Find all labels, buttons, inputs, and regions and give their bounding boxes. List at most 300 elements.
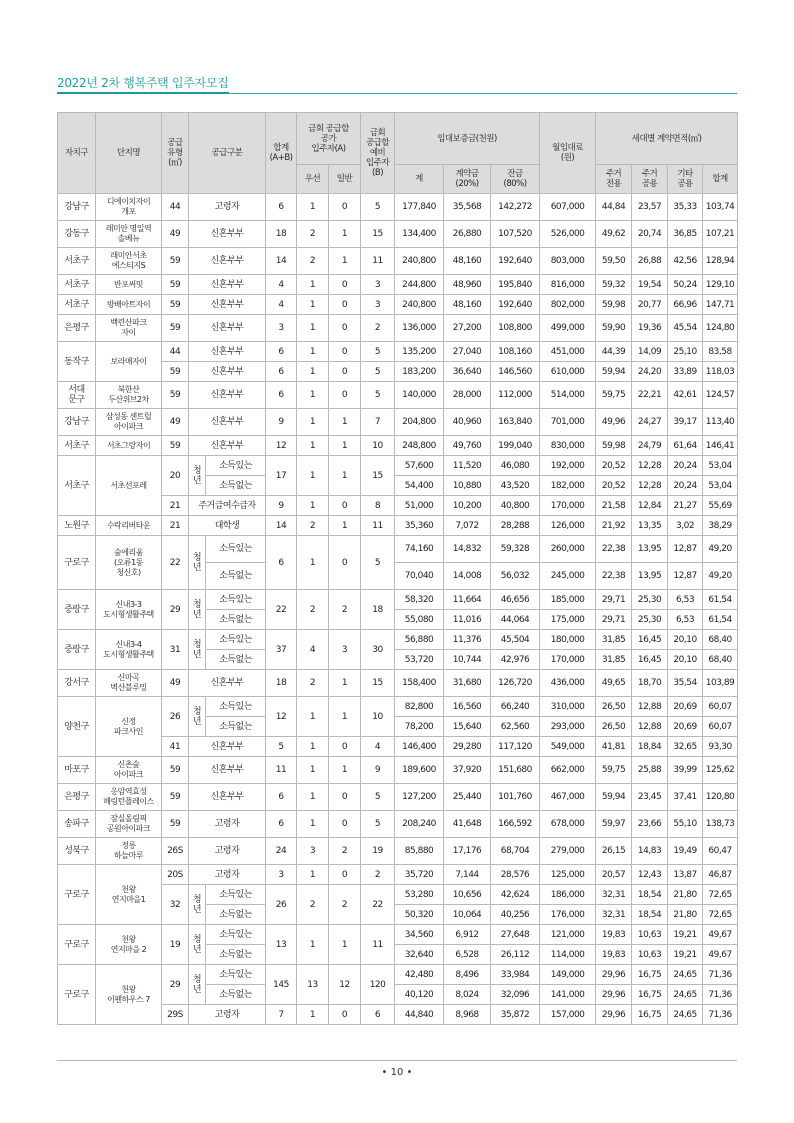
rent-cell: 610,000 bbox=[540, 362, 596, 382]
category-cell: 주거급여수급자 bbox=[189, 496, 266, 516]
deposit-cell: 29,280 bbox=[444, 737, 491, 757]
area-cell: 59,94 bbox=[596, 362, 632, 382]
area-cell: 20,69 bbox=[668, 697, 703, 717]
deposit-cell: 33,984 bbox=[491, 965, 540, 985]
deposit-cell: 192,640 bbox=[491, 248, 540, 275]
supply-type-cell: 32 bbox=[162, 885, 189, 925]
area-cell: 10,63 bbox=[632, 925, 668, 945]
count-cell: 12 bbox=[329, 965, 361, 1005]
area-cell: 66,96 bbox=[668, 295, 703, 315]
area-cell: 16,75 bbox=[632, 965, 668, 985]
rent-cell: 310,000 bbox=[540, 697, 596, 717]
count-cell: 18 bbox=[266, 670, 297, 697]
area-cell: 16,45 bbox=[632, 650, 668, 670]
area-cell: 29,96 bbox=[596, 985, 632, 1005]
area-cell: 59,94 bbox=[596, 784, 632, 811]
deposit-cell: 127,200 bbox=[395, 784, 444, 811]
youth-label-cell: 청 년 bbox=[189, 630, 206, 670]
area-cell: 44,39 bbox=[596, 342, 632, 362]
area-cell: 21,80 bbox=[668, 905, 703, 925]
category-cell: 신혼부부 bbox=[189, 436, 266, 456]
complex-cell: 북한산 두산위브2차 bbox=[96, 382, 162, 409]
col-priority: 우선 bbox=[297, 165, 329, 194]
count-cell: 0 bbox=[329, 275, 361, 295]
table-row bbox=[58, 838, 738, 865]
count-cell: 5 bbox=[266, 737, 297, 757]
deposit-cell: 112,000 bbox=[491, 382, 540, 409]
category-cell: 고령자 bbox=[189, 1005, 266, 1025]
area-cell: 16,45 bbox=[632, 630, 668, 650]
col-reserve: 금회 공급할 예비 입주자 (B) bbox=[361, 113, 395, 194]
count-cell: 2 bbox=[361, 865, 395, 885]
deposit-cell: 53,720 bbox=[395, 650, 444, 670]
count-cell: 0 bbox=[329, 194, 361, 221]
rent-cell: 125,000 bbox=[540, 865, 596, 885]
count-cell: 10 bbox=[361, 436, 395, 456]
count-cell: 0 bbox=[329, 1005, 361, 1025]
area-cell: 12,88 bbox=[632, 717, 668, 737]
income-cell: 소득없는 bbox=[206, 476, 266, 496]
rent-cell: 170,000 bbox=[540, 496, 596, 516]
deposit-cell: 244,800 bbox=[395, 275, 444, 295]
count-cell: 10 bbox=[361, 697, 395, 737]
supply-type-cell: 59 bbox=[162, 382, 189, 409]
col-rent: 월임대료 (원) bbox=[540, 113, 596, 194]
area-cell: 25,88 bbox=[632, 757, 668, 784]
area-cell: 124,80 bbox=[703, 315, 738, 342]
district-cell: 은평구 bbox=[58, 315, 96, 342]
category-cell: 신혼부부 bbox=[189, 670, 266, 697]
complex-cell: 잠실올림픽 공원아이파크 bbox=[96, 811, 162, 838]
count-cell: 1 bbox=[297, 496, 329, 516]
rent-cell: 678,000 bbox=[540, 811, 596, 838]
area-cell: 25,10 bbox=[668, 342, 703, 362]
table-row bbox=[58, 248, 738, 275]
district-cell: 서초구 bbox=[58, 456, 96, 516]
area-cell: 26,50 bbox=[596, 697, 632, 717]
complex-cell: 방배아트자이 bbox=[96, 295, 162, 315]
category-cell: 신혼부부 bbox=[189, 382, 266, 409]
deposit-cell: 126,720 bbox=[491, 670, 540, 697]
area-cell: 103,89 bbox=[703, 670, 738, 697]
area-cell: 19,21 bbox=[668, 945, 703, 965]
category-cell: 고령자 bbox=[189, 811, 266, 838]
area-cell: 21,92 bbox=[596, 516, 632, 536]
area-cell: 10,63 bbox=[632, 945, 668, 965]
area-cell: 19,83 bbox=[596, 925, 632, 945]
deposit-cell: 48,160 bbox=[444, 248, 491, 275]
deposit-cell: 34,560 bbox=[395, 925, 444, 945]
complex-cell: 반포써밋 bbox=[96, 275, 162, 295]
area-cell: 12,87 bbox=[668, 536, 703, 563]
count-cell: 9 bbox=[361, 757, 395, 784]
deposit-cell: 35,872 bbox=[491, 1005, 540, 1025]
area-cell: 18,84 bbox=[632, 737, 668, 757]
area-cell: 22,38 bbox=[596, 536, 632, 563]
supply-type-cell: 59 bbox=[162, 315, 189, 342]
count-cell: 0 bbox=[329, 536, 361, 590]
rent-cell: 830,000 bbox=[540, 436, 596, 456]
area-cell: 25,30 bbox=[632, 590, 668, 610]
deposit-cell: 8,496 bbox=[444, 965, 491, 985]
complex-cell: 서초그랑자이 bbox=[96, 436, 162, 456]
table-row bbox=[58, 382, 738, 409]
area-cell: 21,80 bbox=[668, 885, 703, 905]
deposit-cell: 70,040 bbox=[395, 563, 444, 590]
count-cell: 15 bbox=[361, 456, 395, 496]
deposit-cell: 54,400 bbox=[395, 476, 444, 496]
count-cell: 0 bbox=[329, 737, 361, 757]
income-cell: 소득없는 bbox=[206, 610, 266, 630]
count-cell: 1 bbox=[297, 362, 329, 382]
category-cell: 신혼부부 bbox=[189, 295, 266, 315]
category-cell: 신혼부부 bbox=[189, 342, 266, 362]
count-cell: 3 bbox=[297, 838, 329, 865]
income-cell: 소득없는 bbox=[206, 905, 266, 925]
income-cell: 소득없는 bbox=[206, 985, 266, 1005]
category-cell: 고령자 bbox=[189, 194, 266, 221]
income-cell: 소득있는 bbox=[206, 965, 266, 985]
district-cell: 노원구 bbox=[58, 516, 96, 536]
area-cell: 61,64 bbox=[668, 436, 703, 456]
area-cell: 22,38 bbox=[596, 563, 632, 590]
deposit-cell: 37,920 bbox=[444, 757, 491, 784]
deposit-cell: 151,680 bbox=[491, 757, 540, 784]
rent-cell: 816,000 bbox=[540, 275, 596, 295]
area-cell: 24,65 bbox=[668, 1005, 703, 1025]
count-cell: 6 bbox=[266, 342, 297, 362]
count-cell: 2 bbox=[329, 885, 361, 925]
category-cell: 신혼부부 bbox=[189, 757, 266, 784]
deposit-cell: 166,592 bbox=[491, 811, 540, 838]
count-cell: 19 bbox=[361, 838, 395, 865]
rent-cell: 802,000 bbox=[540, 295, 596, 315]
area-cell: 20,52 bbox=[596, 476, 632, 496]
youth-label-cell: 청 년 bbox=[189, 590, 206, 630]
count-cell: 11 bbox=[361, 516, 395, 536]
area-cell: 23,66 bbox=[632, 811, 668, 838]
area-cell: 59,32 bbox=[596, 275, 632, 295]
area-cell: 12,87 bbox=[668, 563, 703, 590]
supply-type-cell: 59 bbox=[162, 757, 189, 784]
supply-type-cell: 29 bbox=[162, 965, 189, 1005]
count-cell: 6 bbox=[361, 1005, 395, 1025]
deposit-cell: 32,096 bbox=[491, 985, 540, 1005]
youth-label-cell: 청 년 bbox=[189, 697, 206, 737]
deposit-cell: 10,880 bbox=[444, 476, 491, 496]
table-row bbox=[58, 194, 738, 221]
deposit-cell: 35,568 bbox=[444, 194, 491, 221]
district-cell: 서대 문구 bbox=[58, 382, 96, 409]
rent-cell: 662,000 bbox=[540, 757, 596, 784]
supply-type-cell: 41 bbox=[162, 737, 189, 757]
supply-type-cell: 44 bbox=[162, 194, 189, 221]
count-cell: 4 bbox=[297, 630, 329, 670]
rent-cell: 170,000 bbox=[540, 650, 596, 670]
col-area: 세대별 계약면적(㎡) bbox=[596, 113, 738, 165]
count-cell: 6 bbox=[266, 194, 297, 221]
complex-cell: 신내3-3 도시형생활주택 bbox=[96, 590, 162, 630]
area-cell: 24,79 bbox=[632, 436, 668, 456]
deposit-cell: 11,016 bbox=[444, 610, 491, 630]
count-cell: 0 bbox=[329, 811, 361, 838]
rent-cell: 279,000 bbox=[540, 838, 596, 865]
supply-type-cell: 19 bbox=[162, 925, 189, 965]
deposit-cell: 26,112 bbox=[491, 945, 540, 965]
table-row bbox=[58, 275, 738, 295]
count-cell: 1 bbox=[297, 194, 329, 221]
count-cell: 18 bbox=[266, 221, 297, 248]
count-cell: 1 bbox=[297, 1005, 329, 1025]
deposit-cell: 14,832 bbox=[444, 536, 491, 563]
deposit-cell: 41,648 bbox=[444, 811, 491, 838]
deposit-cell: 10,656 bbox=[444, 885, 491, 905]
area-cell: 59,75 bbox=[596, 757, 632, 784]
complex-cell: 응암역효성 해링턴플레이스 bbox=[96, 784, 162, 811]
area-cell: 18,54 bbox=[632, 885, 668, 905]
area-cell: 33,89 bbox=[668, 362, 703, 382]
area-cell: 71,36 bbox=[703, 965, 738, 985]
count-cell: 1 bbox=[297, 456, 329, 496]
complex-cell: 신마곡 벽산블루밍 bbox=[96, 670, 162, 697]
rent-cell: 701,000 bbox=[540, 409, 596, 436]
deposit-cell: 240,800 bbox=[395, 248, 444, 275]
deposit-cell: 57,600 bbox=[395, 456, 444, 476]
deposit-cell: 42,480 bbox=[395, 965, 444, 985]
deposit-cell: 14,008 bbox=[444, 563, 491, 590]
deposit-cell: 135,200 bbox=[395, 342, 444, 362]
rent-cell: 176,000 bbox=[540, 905, 596, 925]
area-cell: 68,40 bbox=[703, 630, 738, 650]
count-cell: 1 bbox=[297, 925, 329, 965]
count-cell: 37 bbox=[266, 630, 297, 670]
area-cell: 147,71 bbox=[703, 295, 738, 315]
count-cell: 5 bbox=[361, 536, 395, 590]
deposit-cell: 82,800 bbox=[395, 697, 444, 717]
category-cell: 신혼부부 bbox=[189, 784, 266, 811]
complex-cell: 래미안서초 에스티지S bbox=[96, 248, 162, 275]
area-cell: 19,54 bbox=[632, 275, 668, 295]
count-cell: 8 bbox=[361, 496, 395, 516]
district-cell: 동작구 bbox=[58, 342, 96, 382]
area-cell: 12,28 bbox=[632, 456, 668, 476]
deposit-cell: 10,200 bbox=[444, 496, 491, 516]
col-district: 자치구 bbox=[58, 113, 96, 194]
category-cell: 신혼부부 bbox=[189, 409, 266, 436]
area-cell: 83,58 bbox=[703, 342, 738, 362]
count-cell: 5 bbox=[361, 784, 395, 811]
deposit-cell: 158,400 bbox=[395, 670, 444, 697]
deposit-cell: 6,528 bbox=[444, 945, 491, 965]
area-cell: 68,40 bbox=[703, 650, 738, 670]
count-cell: 3 bbox=[266, 315, 297, 342]
deposit-cell: 42,976 bbox=[491, 650, 540, 670]
area-cell: 32,65 bbox=[668, 737, 703, 757]
category-cell: 신혼부부 bbox=[189, 315, 266, 342]
deposit-cell: 85,880 bbox=[395, 838, 444, 865]
deposit-cell: 44,840 bbox=[395, 1005, 444, 1025]
deposit-cell: 16,560 bbox=[444, 697, 491, 717]
area-cell: 129,10 bbox=[703, 275, 738, 295]
count-cell: 2 bbox=[297, 590, 329, 630]
area-cell: 6,53 bbox=[668, 610, 703, 630]
area-cell: 71,36 bbox=[703, 985, 738, 1005]
footer-rule bbox=[57, 1060, 737, 1061]
area-cell: 53,04 bbox=[703, 476, 738, 496]
youth-label-cell: 청 년 bbox=[189, 965, 206, 1005]
area-cell: 49,65 bbox=[596, 670, 632, 697]
col-dep-total: 계 bbox=[395, 165, 444, 194]
area-cell: 59,50 bbox=[596, 248, 632, 275]
area-cell: 14,09 bbox=[632, 342, 668, 362]
col-dep-contract: 계약금 (20%) bbox=[444, 165, 491, 194]
rent-cell: 526,000 bbox=[540, 221, 596, 248]
area-cell: 21,58 bbox=[596, 496, 632, 516]
count-cell: 0 bbox=[329, 362, 361, 382]
count-cell: 4 bbox=[266, 275, 297, 295]
district-cell: 은평구 bbox=[58, 784, 96, 811]
deposit-cell: 59,328 bbox=[491, 536, 540, 563]
deposit-cell: 15,640 bbox=[444, 717, 491, 737]
area-cell: 42,61 bbox=[668, 382, 703, 409]
count-cell: 18 bbox=[361, 590, 395, 630]
count-cell: 1 bbox=[329, 697, 361, 737]
deposit-cell: 117,120 bbox=[491, 737, 540, 757]
count-cell: 1 bbox=[297, 382, 329, 409]
area-cell: 19,83 bbox=[596, 945, 632, 965]
area-cell: 41,81 bbox=[596, 737, 632, 757]
count-cell: 11 bbox=[266, 757, 297, 784]
deposit-cell: 36,640 bbox=[444, 362, 491, 382]
count-cell: 5 bbox=[361, 194, 395, 221]
rent-cell: 436,000 bbox=[540, 670, 596, 697]
deposit-cell: 28,288 bbox=[491, 516, 540, 536]
area-cell: 26,15 bbox=[596, 838, 632, 865]
area-cell: 59,98 bbox=[596, 436, 632, 456]
deposit-cell: 43,520 bbox=[491, 476, 540, 496]
area-cell: 18,54 bbox=[632, 905, 668, 925]
income-cell: 소득없는 bbox=[206, 563, 266, 590]
supply-type-cell: 59 bbox=[162, 362, 189, 382]
count-cell: 13 bbox=[266, 925, 297, 965]
deposit-cell: 40,800 bbox=[491, 496, 540, 516]
supply-type-cell: 49 bbox=[162, 221, 189, 248]
deposit-cell: 46,656 bbox=[491, 590, 540, 610]
count-cell: 0 bbox=[329, 496, 361, 516]
area-cell: 59,97 bbox=[596, 811, 632, 838]
table-row bbox=[58, 590, 738, 610]
count-cell: 3 bbox=[329, 630, 361, 670]
complex-cell: 정릉 하늘마루 bbox=[96, 838, 162, 865]
count-cell: 0 bbox=[329, 342, 361, 362]
area-cell: 60,07 bbox=[703, 697, 738, 717]
count-cell: 1 bbox=[329, 221, 361, 248]
complex-cell: 삼성동 센트럴 아이파크 bbox=[96, 409, 162, 436]
area-cell: 12,84 bbox=[632, 496, 668, 516]
complex-cell: 신내3-4 도시형생활주택 bbox=[96, 630, 162, 670]
complex-cell: 서초선포레 bbox=[96, 456, 162, 516]
rent-cell: 157,000 bbox=[540, 1005, 596, 1025]
area-cell: 19,21 bbox=[668, 925, 703, 945]
count-cell: 1 bbox=[297, 295, 329, 315]
count-cell: 9 bbox=[266, 409, 297, 436]
area-cell: 44,84 bbox=[596, 194, 632, 221]
count-cell: 0 bbox=[329, 315, 361, 342]
deposit-cell: 55,080 bbox=[395, 610, 444, 630]
count-cell: 2 bbox=[297, 516, 329, 536]
col-total: 합계 (A+B) bbox=[266, 113, 297, 194]
col-supply-type: 공급 유형 (㎡) bbox=[162, 113, 189, 194]
table-body bbox=[58, 194, 738, 1025]
deposit-cell: 108,800 bbox=[491, 315, 540, 342]
col-area-exclusive: 주거 전용 bbox=[596, 165, 632, 194]
supply-type-cell: 49 bbox=[162, 670, 189, 697]
count-cell: 13 bbox=[297, 965, 329, 1005]
deposit-cell: 146,400 bbox=[395, 737, 444, 757]
area-cell: 39,17 bbox=[668, 409, 703, 436]
area-cell: 72,65 bbox=[703, 905, 738, 925]
district-cell: 구로구 bbox=[58, 925, 96, 965]
district-cell: 양천구 bbox=[58, 697, 96, 757]
district-cell: 강남구 bbox=[58, 409, 96, 436]
area-cell: 13,87 bbox=[668, 865, 703, 885]
district-cell: 구로구 bbox=[58, 965, 96, 1025]
area-cell: 55,69 bbox=[703, 496, 738, 516]
district-cell: 강서구 bbox=[58, 670, 96, 697]
deposit-cell: 48,960 bbox=[444, 275, 491, 295]
count-cell: 1 bbox=[329, 436, 361, 456]
category-cell: 신혼부부 bbox=[189, 221, 266, 248]
count-cell: 5 bbox=[361, 342, 395, 362]
deposit-cell: 107,520 bbox=[491, 221, 540, 248]
count-cell: 3 bbox=[266, 865, 297, 885]
youth-label-cell: 청 년 bbox=[189, 456, 206, 496]
supply-type-cell: 20S bbox=[162, 865, 189, 885]
table-row bbox=[58, 697, 738, 717]
area-cell: 113,40 bbox=[703, 409, 738, 436]
area-cell: 20,74 bbox=[632, 221, 668, 248]
area-cell: 35,54 bbox=[668, 670, 703, 697]
col-category: 공급구분 bbox=[189, 113, 266, 194]
count-cell: 7 bbox=[266, 1005, 297, 1025]
deposit-cell: 136,000 bbox=[395, 315, 444, 342]
area-cell: 124,57 bbox=[703, 382, 738, 409]
table-row bbox=[58, 315, 738, 342]
area-cell: 14,83 bbox=[632, 838, 668, 865]
district-cell: 서초구 bbox=[58, 436, 96, 456]
area-cell: 20,10 bbox=[668, 630, 703, 650]
count-cell: 2 bbox=[297, 248, 329, 275]
supply-type-cell: 21 bbox=[162, 496, 189, 516]
area-cell: 13,95 bbox=[632, 563, 668, 590]
income-cell: 소득있는 bbox=[206, 885, 266, 905]
deposit-cell: 44,064 bbox=[491, 610, 540, 630]
count-cell: 14 bbox=[266, 248, 297, 275]
deposit-cell: 204,800 bbox=[395, 409, 444, 436]
area-cell: 24,65 bbox=[668, 965, 703, 985]
deposit-cell: 163,840 bbox=[491, 409, 540, 436]
deposit-cell: 183,200 bbox=[395, 362, 444, 382]
deposit-cell: 11,664 bbox=[444, 590, 491, 610]
deposit-cell: 35,720 bbox=[395, 865, 444, 885]
district-cell: 성북구 bbox=[58, 838, 96, 865]
income-cell: 소득있는 bbox=[206, 536, 266, 563]
count-cell: 1 bbox=[297, 342, 329, 362]
supply-type-cell: 26S bbox=[162, 838, 189, 865]
supply-table bbox=[57, 112, 738, 1025]
area-cell: 60,07 bbox=[703, 717, 738, 737]
area-cell: 50,24 bbox=[668, 275, 703, 295]
